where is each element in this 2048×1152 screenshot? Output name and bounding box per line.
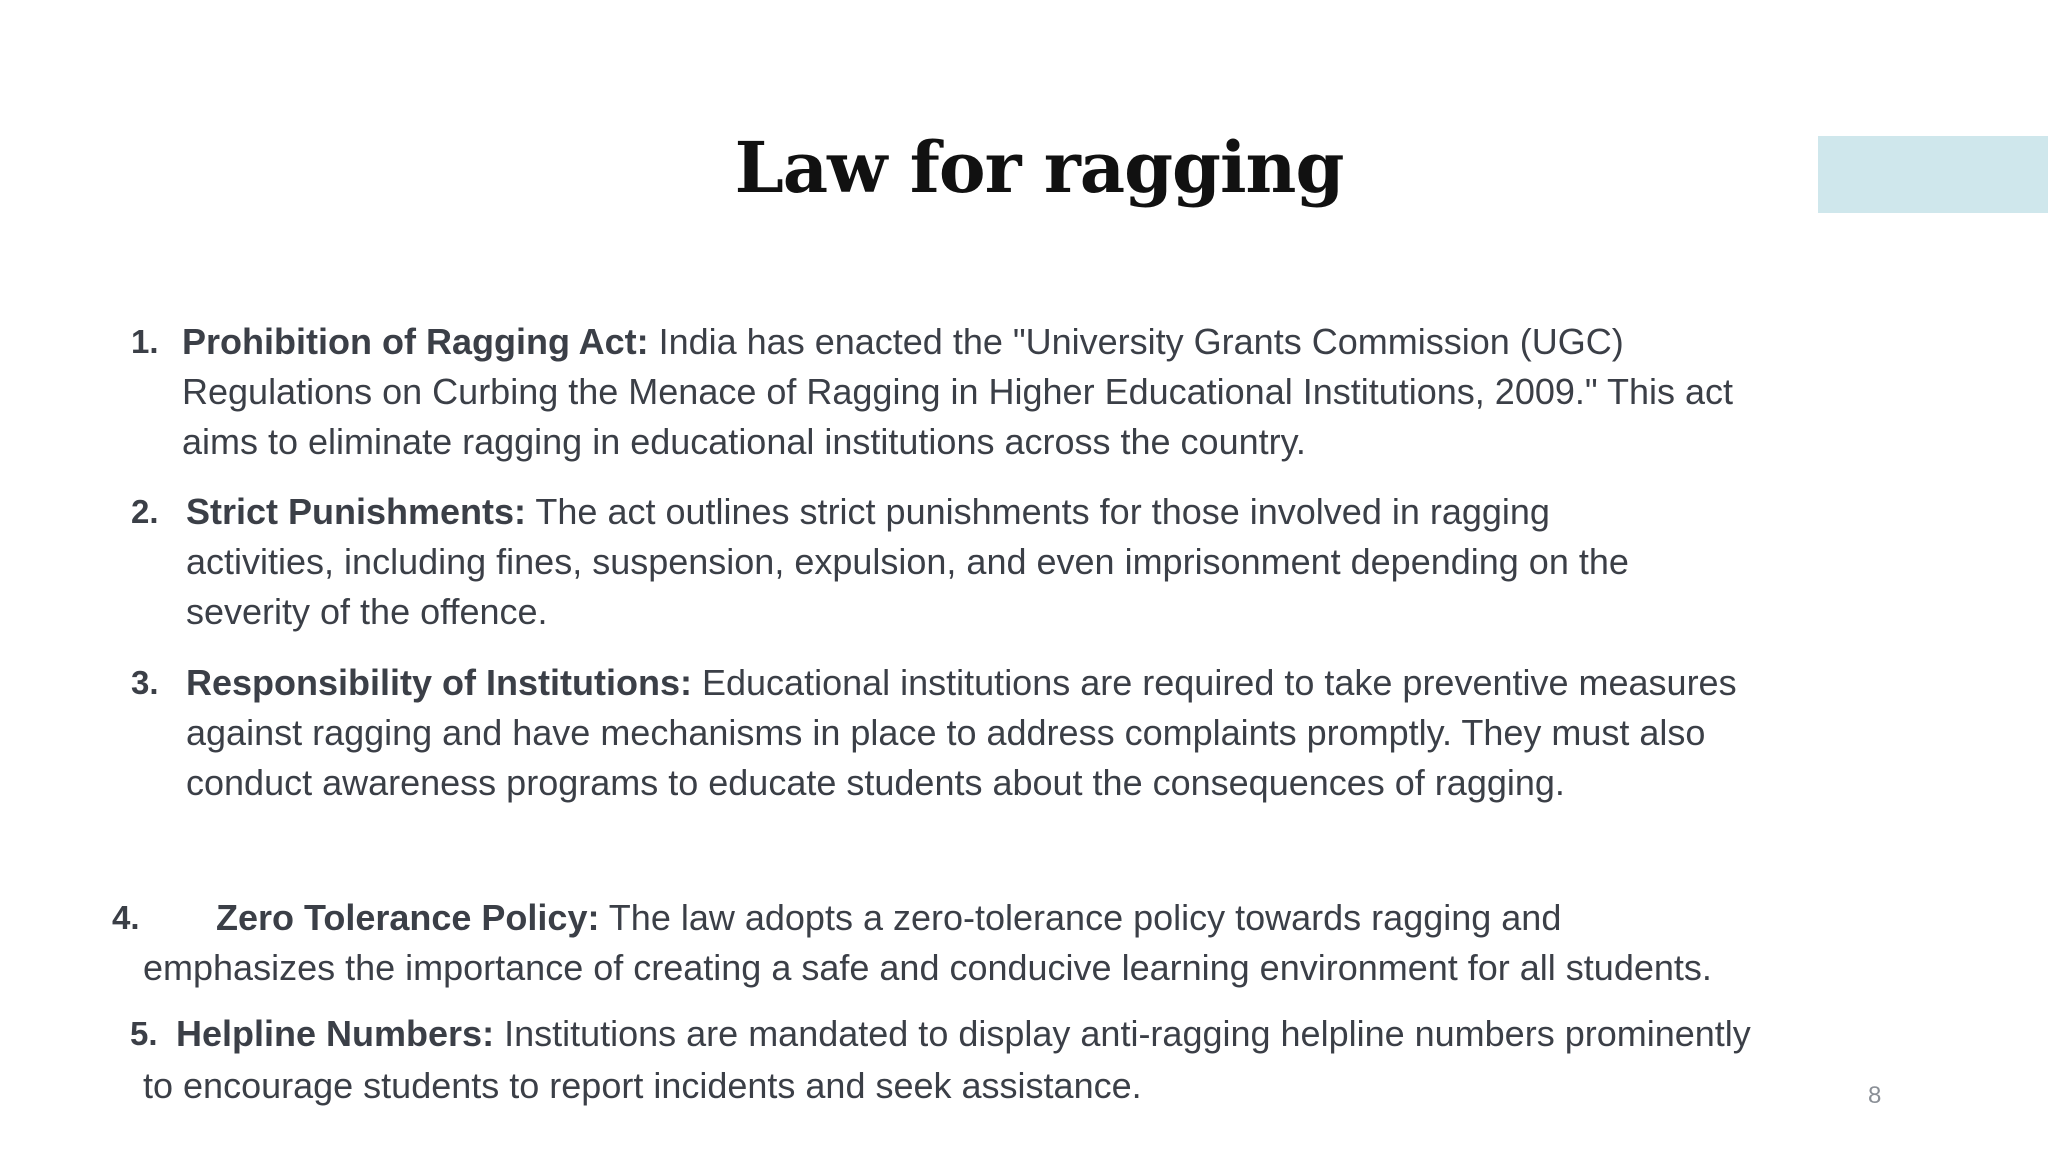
item-first-line: [186, 658, 1737, 708]
item-term: Strict Punishments:: [186, 491, 527, 532]
slide-title: Law for ragging: [734, 126, 1344, 209]
item-text: aims to eliminate ragging in educational institutions across the country.: [182, 421, 1306, 462]
list-item-4: [0, 893, 2048, 993]
item-text: conduct awareness programs to educate students about the consequences of ragging.: [186, 762, 1565, 803]
item-number: 4.: [112, 899, 140, 936]
item-number: 3.: [131, 664, 159, 701]
item-term: Responsibility of Institutions:: [186, 662, 692, 703]
item-text: India has enacted the "University Grants Commission (UGC): [648, 321, 1624, 362]
list-item-3: [0, 658, 2048, 808]
item-first-line: [182, 317, 1624, 367]
item-number: 1.: [131, 323, 159, 360]
item-number: 5.: [130, 1015, 158, 1052]
item-term: Helpline Numbers:: [176, 1013, 495, 1054]
item-text: severity of the offence.: [186, 591, 548, 632]
list-item-5: [0, 1009, 2048, 1109]
item-text: The act outlines strict punishments for those involved in ragging: [526, 491, 1550, 532]
page-number: 8: [1868, 1082, 1882, 1109]
item-text: emphasizes the importance of creating a safe and conducive learning environment for all students.: [143, 947, 1712, 988]
item-text: against ragging and have mechanisms in place to address complaints promptly. They must also: [186, 712, 1706, 753]
item-number: 2.: [131, 493, 159, 530]
item-text: to encourage students to report incidents and seek assistance.: [143, 1065, 1142, 1106]
item-text: activities, including fines, suspension, expulsion, and even imprisonment depending on the: [186, 541, 1629, 582]
item-text: Institutions are mandated to display anti-ragging helpline numbers prominently: [494, 1013, 1751, 1054]
item-first-line: [186, 487, 1550, 537]
item-term: Zero Tolerance Policy:: [216, 897, 600, 938]
item-text: The law adopts a zero-tolerance policy towards ragging and: [599, 897, 1562, 938]
item-first-line: [176, 1009, 1751, 1059]
item-first-line: [216, 893, 1561, 943]
item-text: Educational institutions are required to take preventive measures: [692, 662, 1737, 703]
list-item-1: [0, 317, 2048, 467]
item-term: Prohibition of Ragging Act:: [182, 321, 649, 362]
item-text: Regulations on Curbing the Menace of Ragging in Higher Educational Institutions, 2009." This act: [182, 371, 1734, 412]
list-item-2: [0, 487, 2048, 637]
